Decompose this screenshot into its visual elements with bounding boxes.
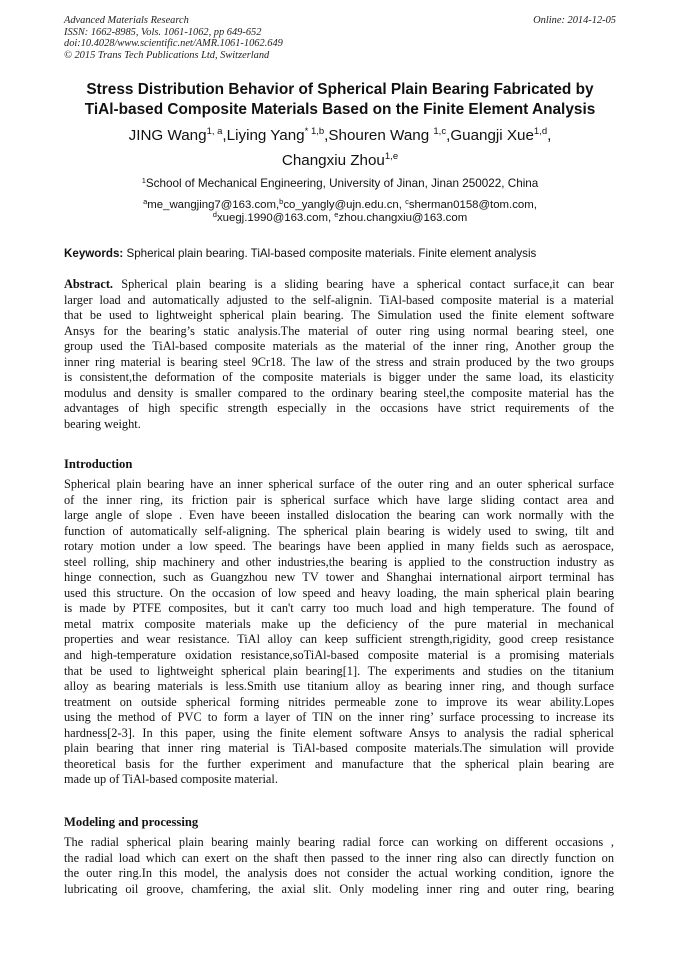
email-d: xuegj.1990@163.com, bbox=[216, 212, 335, 224]
affiliation-sup: 1 bbox=[141, 176, 146, 185]
author-sup: 1,c bbox=[433, 126, 447, 137]
intro-line: and high-temperature oxidation resistance,soTiAl-based composite material is a promising materials bbox=[64, 648, 614, 663]
intro-line: plain bearing that inner ring material is TiAl-based composite materials.The simulation will provide bbox=[64, 741, 614, 756]
affiliation-text: School of Mechanical Engineering, University of Jinan, Jinan 250022, China bbox=[145, 177, 539, 190]
author-name: JING Wang bbox=[128, 127, 207, 144]
author-sep: , bbox=[547, 127, 552, 144]
intro-line: Spherical plain bearing have an inner spherical surface of the outer ring and an outer spherical surface bbox=[64, 477, 614, 491]
email-e: zhou.changxiu@163.com bbox=[338, 212, 468, 224]
intro-line: of the inner ring, its friction pair is spherical surface which have large sliding contact area and bbox=[64, 492, 614, 507]
abstract-line: larger load and automatically adjusted to the self-alignin. TiAl-based composite material is a material bbox=[64, 292, 614, 307]
modeling-line: The radial spherical plain bearing mainly bearing radial force can working on different occasions , bbox=[64, 835, 614, 849]
journal-copyright: © 2015 Trans Tech Publications Ltd, Switzerland bbox=[64, 49, 270, 61]
intro-line: is made by PTFE composites, but it can't carry too much load and high temperature. The found of bbox=[64, 601, 614, 616]
email-a: me_wangjing7@163.com, bbox=[147, 199, 280, 211]
author-list bbox=[40, 123, 640, 173]
journal-name: Advanced Materials Research bbox=[64, 15, 189, 26]
author-line-1 bbox=[40, 123, 640, 148]
paper-title bbox=[40, 80, 640, 120]
intro-line: made up of TiAl-based composite material. bbox=[64, 772, 278, 787]
abstract-line: inner ring material is bearing steel 9Cr18. The law of the stress and strain produced by the two groups bbox=[64, 354, 614, 369]
intro-line: hinge connection, such as Guangzhou new TV tower and Shanghai international airport terminal has bbox=[64, 570, 614, 585]
title-line-1: Stress Distribution Behavior of Spherical Plain Bearing Fabricated by bbox=[86, 81, 594, 98]
modeling-line: the radial load which can exert on the shaft then passed to the inner ring also can directly function on bbox=[64, 850, 614, 865]
journal-issn: ISSN: 1662-8985, Vols. 1061-1062, pp 649-652 bbox=[64, 26, 262, 38]
abstract-line: modulus and density is smaller compared to the ordinary bearing steel,the composite material has the bbox=[64, 385, 614, 400]
abstract-line: Abstract. Spherical plain bearing is a sliding bearing have a spherical contact surface,it can bear bbox=[64, 277, 614, 291]
email-c: sherman0158@tom.com, bbox=[408, 199, 537, 211]
abstract-line: group used the TiAl-based composite materials as the material of the inner ring, Another group the bbox=[64, 339, 614, 354]
intro-line: metal matrix composite materials make up the deficiency of the pure material in mechanical bbox=[64, 616, 614, 631]
title-line-2: TiAl-based Composite Materials Based on the Finite Element Analysis bbox=[84, 101, 596, 118]
abstract-line: bearing weight. bbox=[64, 416, 141, 431]
intro-line: large angle of slope . Even have beeen installed dislocation the bearing can work normally with the bbox=[64, 508, 614, 523]
modeling-line: the outer ring.In this model, the analysis does not consider the actual working condition, ignore the bbox=[64, 866, 614, 881]
author-line-2 bbox=[40, 148, 640, 173]
email-b: co_yangly@ujn.edu.cn, bbox=[283, 199, 406, 211]
author-name: Liying Yang bbox=[226, 127, 305, 144]
author-sup: 1,e bbox=[384, 151, 399, 162]
modeling-line: lubricating oil groove, chamfering, the axial slit. Only modeling inner ring and outer ring, bearing bbox=[64, 881, 614, 896]
abstract-line: is consistent,the deformation of the composite materials is bigger under the same load, its elasticity bbox=[64, 370, 614, 385]
author-sep: , bbox=[446, 127, 451, 144]
intro-line: used this structure. On the occasion of low speed and heavy loading, the main spherical plain bearing bbox=[64, 585, 614, 600]
keywords-label: Keywords: bbox=[64, 247, 124, 260]
abstract bbox=[64, 277, 614, 432]
section-heading-introduction: Introduction bbox=[64, 457, 133, 471]
modeling-body bbox=[64, 835, 614, 897]
email-line-1: $^a$me_wangjing7@163.com,$^b$co_yangly@ujn.edu.cn, $^c$sherman0158@tom.com, bbox=[143, 197, 537, 211]
intro-line: hardness[2-3]. In this paper, using the finite element software Ansys to analysis the radial spherical bbox=[64, 725, 614, 740]
author-name: Guangji Xue bbox=[450, 127, 534, 144]
intro-line: alloy as bearing materials is less.Smith use titanium alloy as bearing inner ring, and though surface bbox=[64, 679, 614, 694]
intro-line: properties and wear resistance. TiAl alloy can keep sufficient strength,rigidity, good creep resistance bbox=[64, 632, 614, 647]
email-line-2: $^d$xuegj.1990@163.com, $^e$zhou.changxiu@163.com bbox=[212, 210, 468, 224]
intro-line: function of automatically self-aligning. The spherical plain bearing is widely used to swing, tilt and bbox=[64, 523, 614, 538]
keywords bbox=[64, 247, 624, 261]
online-date: Online: 2014-12-05 bbox=[533, 15, 616, 26]
author-sup: 1, a bbox=[206, 126, 223, 137]
intro-line: treatment on outside spherical forming nitrides permeable zone to improve its wear ability.Lopes bbox=[64, 694, 614, 709]
journal-doi: doi:10.4028/www.scientific.net/AMR.1061-1062.649 bbox=[64, 38, 283, 50]
keywords-text: Spherical plain bearing. TiAl-based composite materials. Finite element analysis bbox=[123, 247, 537, 260]
author-name: Shouren Wang bbox=[328, 127, 434, 144]
author-emails bbox=[40, 199, 640, 225]
author-sep: , bbox=[222, 127, 227, 144]
journal-header bbox=[64, 15, 616, 61]
intro-line: theoretical basis for the further experiment and manufacture that the spherical plain bearing are bbox=[64, 756, 614, 771]
author-sep: , bbox=[324, 127, 329, 144]
abstract-line: that be used to lightweight spherical plain bearing. The Simulation used the finite element software bbox=[64, 308, 614, 323]
introduction-body bbox=[64, 477, 614, 788]
author-sup: 1,d bbox=[533, 126, 548, 137]
author-sup: * 1,b bbox=[304, 126, 325, 137]
intro-line: using the method of PVC to form a layer of TIN on the inner ring’ surface processing to increase its bbox=[64, 710, 614, 725]
intro-line: rotary motion under a low speed. The bearings have been applied in many fields such as aerospace, bbox=[64, 539, 614, 554]
abstract-label: Abstract. bbox=[64, 277, 114, 291]
abstract-line: advantages of high specific strength especially in the occasions have strict requirements of the bbox=[64, 401, 614, 416]
intro-line: that be used to lightweight spherical plain bearing[1]. The experiments and studies on the titanium bbox=[64, 663, 614, 678]
section-heading-modeling: Modeling and processing bbox=[64, 815, 199, 829]
author-name: Changxiu Zhou bbox=[281, 152, 385, 169]
affiliation bbox=[40, 177, 640, 191]
intro-line: steel rolling, ship machinery and other industries,the bearing is applied to the construction industry as bbox=[64, 554, 614, 569]
abstract-line: Ansys for the bearing’s static analysis.The material of outer ring using normal bearing steel, one bbox=[64, 323, 614, 338]
